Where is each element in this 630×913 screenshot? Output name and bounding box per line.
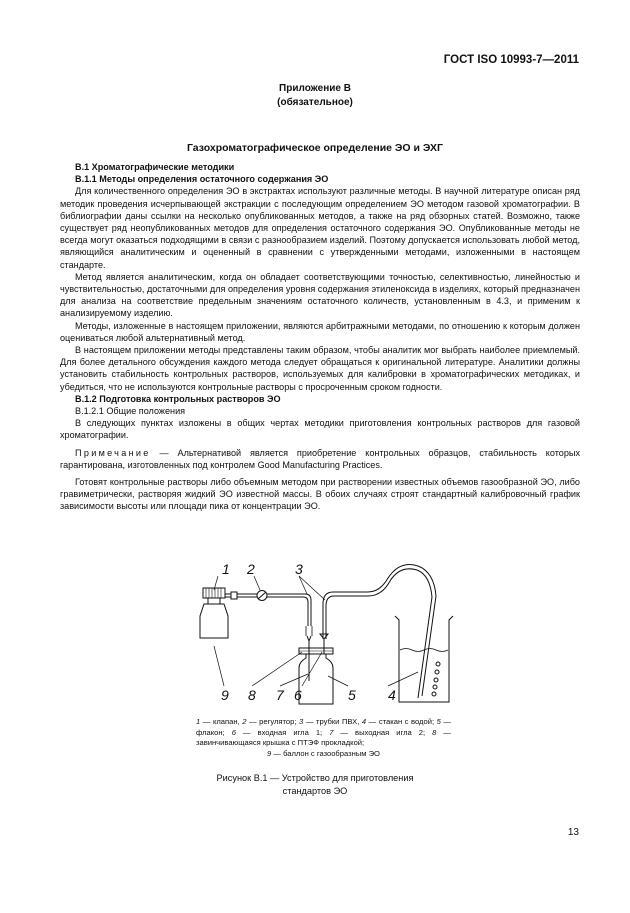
flask — [299, 654, 333, 704]
cylinder-cap-ridges — [206, 588, 221, 598]
figure-apparatus — [182, 548, 474, 710]
outlet-connector — [320, 634, 328, 639]
document-header: ГОСТ ISO 10993-7—2011 — [443, 54, 579, 66]
document-body — [60, 161, 580, 513]
heading-b1: В.1 Хроматографические методики — [75, 162, 235, 172]
heading-b11: В.1.1 Методы определения остаточного содержания ЭО — [75, 174, 329, 185]
tube-to-needle — [267, 594, 311, 626]
figure-caption-line1: Рисунок В.1 — Устройство для приготовления — [216, 773, 414, 783]
note-text: — Альтернативой является приобретение контрольных образцов, стабильность которых гарантирована, изготовленных под контролем Good Manufacturing Practices. — [60, 447, 580, 470]
note-label: Примечание — [75, 447, 151, 458]
heading-b121: В.1.2.1 Общие положения — [75, 406, 186, 417]
figure-label-5: 5 — [348, 687, 356, 703]
appendix-title: Приложение В — [279, 83, 351, 94]
figure-label-4: 4 — [388, 687, 396, 703]
apparatus-drawing — [182, 548, 474, 710]
inlet-connector — [306, 626, 312, 636]
paragraph: Для количественного определения ЭО в экстрактах используют различные методы. В научной литературе описан ряд методик проведения исчерпывающей экстракции с последующим определением ЭО методом газовой хроматографии. В библиографии даны ссылки на несколько опубликованных методов, а также на ряд обзорных статей. Возможно, также существует ряд неопубликованных методов для определения остаточного содержания ЭО. Опубликованные методы не всегда могут оказаться подходящими в связи с разнообразием изделий. Поэтому допускается использовать любой метод, являющийся аналитическим и оцененный в сравнении с утвержденными методами, изложенными в настоящем стандарте. — [60, 186, 580, 270]
figure-caption — [0, 772, 630, 797]
note — [60, 447, 580, 471]
figure-label-9: 9 — [221, 687, 229, 703]
figure-label-8: 8 — [248, 687, 256, 703]
figure-caption-line2: стандартов ЭО — [282, 785, 348, 796]
figure-label-2: 2 — [247, 561, 255, 577]
valve-fitting — [231, 592, 237, 599]
line-to-regulator — [237, 594, 257, 597]
paragraph: Методы, изложенные в настоящем приложении, являются арбитражными методами, по отношению к которым должен оцениваться любой альтернативный метод. — [60, 320, 580, 343]
heading-b12: В.1.2 Подготовка контрольных растворов ЭО — [75, 393, 281, 404]
cylinder-body — [200, 604, 228, 638]
outlet-tube — [323, 565, 436, 699]
paragraph: В настоящем приложении методы представлены таким образом, чтобы аналитик мог выбрать наиболее приемлемый. Для более детального обсуждения каждого метода следует обращаться к оригинальной литературе. Аналитики должны установить стабильность контрольных растворов, используемых для калибровки в хроматографических методиках, и убедиться, что не используются контрольные растворы с просроченным сроком годности. — [60, 345, 580, 392]
figure-label-7: 7 — [276, 687, 284, 703]
appendix-subtitle: (обязательное) — [277, 97, 353, 108]
page-number: 13 — [567, 827, 579, 838]
valve-outlet — [225, 594, 231, 597]
regulator-stem — [258, 592, 266, 599]
appendix-heading — [0, 82, 630, 110]
paragraph: Метод является аналитическим, когда он обладает соответствующими точностью, селективностью, линейностью и чувствительностью, достаточными для определения уровня содержания этиленоксида в изделиях, который предназначен для анализа на соответствие предельным значениям остаточного количеств, установленным в 4.3, и применим к анализируемому изделию. — [60, 271, 580, 319]
inlet-tip — [307, 636, 311, 641]
paragraph: В следующих пунктах изложены в общих чертах методики приготовления контрольных растворов для газовой хроматографии. — [60, 418, 580, 441]
legend-last-line: 9 — баллон с газообразным ЭО — [267, 748, 380, 758]
beaker — [395, 616, 453, 702]
cylinder-neck — [208, 598, 220, 604]
paragraph: Готовят контрольные растворы либо объемным методом при растворении известных объемов газообразной ЭО, либо гравиметрически, растворяя жидкий ЭО известной массы. В обоих случаях строят стандартный калибровочный график зависимости высоты или площади пика от концентрации ЭО. — [60, 477, 580, 512]
water-surface — [400, 649, 448, 652]
figure-legend: 1 — клапан, 2 — регулятор; 3 — трубки ПВХ, 4 — стакан с водой; 5 — флакон; 6 — входная игла 1; 7 — выходная игла 2; 8 — завинчивающаяся крышка с ПТЭФ прокладкой; 9 — баллон с газообразным ЭО — [196, 717, 451, 758]
figure-label-1: 1 — [222, 561, 230, 577]
figure-label-6: 6 — [294, 687, 302, 703]
figure-label-3: 3 — [295, 561, 303, 577]
section-title: Газохроматографическое определение ЭО и ЭХГ — [186, 142, 444, 154]
